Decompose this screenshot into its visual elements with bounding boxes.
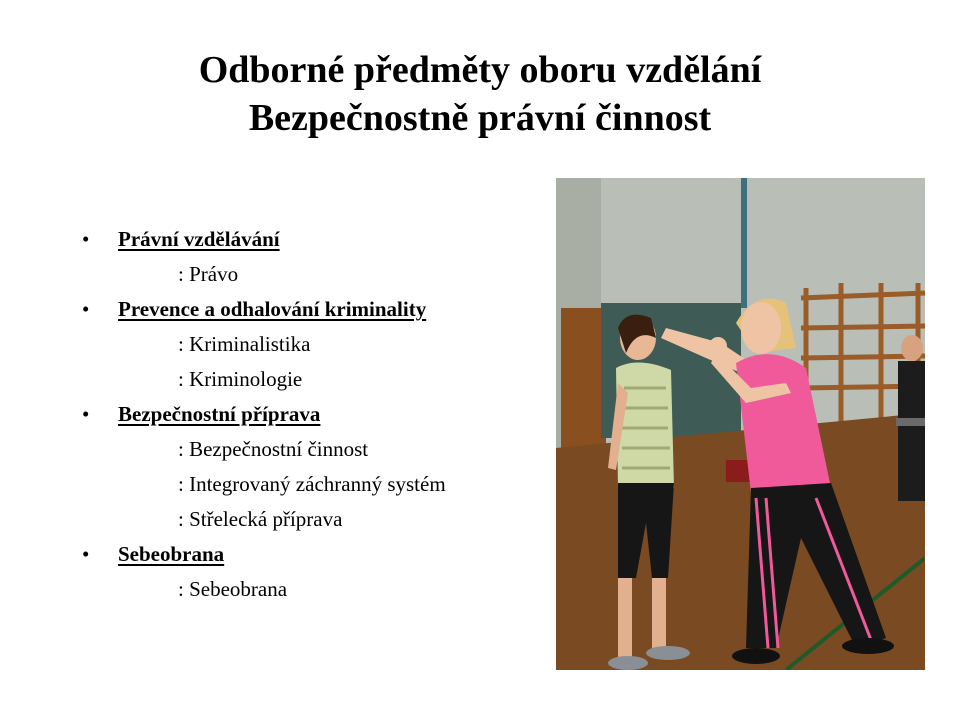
list-item	[82, 292, 552, 327]
list-subitem	[82, 257, 552, 292]
subject-item: : Bezpečnostní činnost	[178, 437, 369, 461]
bullet-icon: •	[82, 402, 90, 426]
list-subitem	[82, 467, 552, 502]
title-line-1: Odborné předměty oboru vzdělání	[198, 49, 762, 91]
wall-pipe	[741, 178, 747, 308]
photo-illustration	[556, 178, 925, 670]
subject-heading: Prevence a odhalování kriminality	[118, 297, 427, 321]
subject-item: : Právo	[178, 262, 239, 286]
list-item	[82, 397, 552, 432]
subject-item: : Střelecká příprava	[178, 507, 343, 531]
bullet-icon: •	[82, 227, 90, 251]
title-line-2: Bezpečnostně právní činnost	[248, 97, 712, 139]
list-item	[82, 537, 552, 572]
subject-heading: Bezpečnostní příprava	[118, 402, 321, 426]
list-subitem	[82, 432, 552, 467]
bullet-icon: •	[82, 542, 90, 566]
subject-item: : Kriminalistika	[178, 332, 311, 356]
subject-item: : Integrovaný záchranný systém	[178, 472, 446, 496]
self-defense-photo	[556, 178, 925, 670]
subject-item: : Kriminologie	[178, 367, 303, 391]
slide-title	[0, 46, 960, 142]
list-subitem	[82, 362, 552, 397]
wood-panel	[561, 308, 606, 458]
bullet-icon: •	[82, 297, 90, 321]
list-item	[82, 222, 552, 257]
list-subitem	[82, 572, 552, 607]
list-subitem	[82, 502, 552, 537]
subject-item: : Sebeobrana	[178, 577, 288, 601]
subject-heading: Sebeobrana	[118, 542, 225, 566]
subject-heading: Právní vzdělávání	[118, 227, 280, 251]
subject-list	[82, 222, 552, 607]
list-subitem	[82, 327, 552, 362]
